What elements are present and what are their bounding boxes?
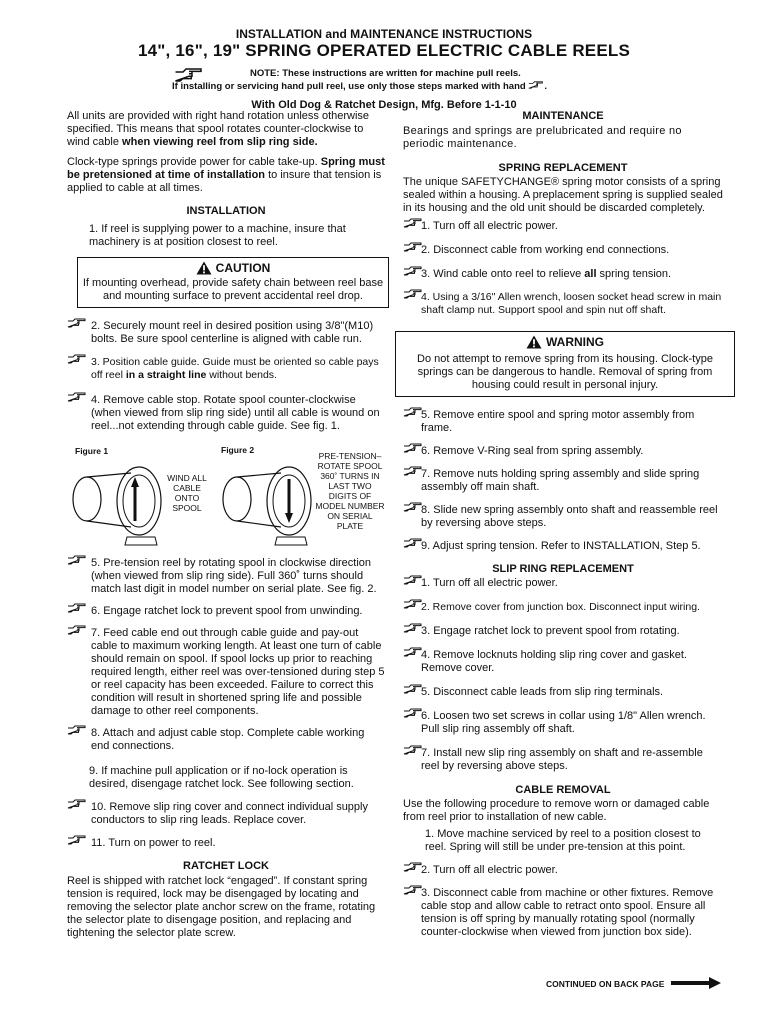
hand-pointer-icon <box>67 391 87 403</box>
caution-text: If mounting overhead, provide safety chain between reel base and mounting surface to prevent accidental reel drop. <box>82 277 384 302</box>
hand-pointer-icon <box>67 798 87 810</box>
cable-removal-heading: CABLE REMOVAL <box>515 784 611 796</box>
document-title: 14", 16", 19" SPRING OPERATED ELECTRIC CABLE REELS <box>137 41 631 60</box>
slip-step-2: 2. Remove cover from junction box. Disconnect input wiring. <box>403 601 723 614</box>
ratchet-lock-text: Reel is shipped with ratchet lock “engaged”. If constant spring tension is required, lock may be disengaged by locating and removing the selector plate anchor screw on the frame, rotating the selector plate to disengage position, and replacing and tightening the selector plate screw. <box>67 875 376 939</box>
document-subtitle: INSTALLATION and MAINTENANCE INSTRUCTIONS <box>235 27 533 41</box>
hand-pointer-icon <box>403 501 423 513</box>
slip-step-7: 7. Install new slip ring assembly on shaft and re-assemble reel by reversing above steps. <box>403 747 723 773</box>
right-column <box>403 110 723 939</box>
left-column <box>67 110 385 940</box>
hand-pointer-icon <box>67 624 87 636</box>
figure-2-reel-illustration <box>217 457 317 549</box>
hand-pointer-icon <box>403 442 423 454</box>
install-step-8: 8. Attach and adjust cable stop. Complete cable working end connections. <box>67 727 385 753</box>
spring-step-9: 9. Adjust spring tension. Refer to INSTALLATION, Step 5. <box>403 540 723 553</box>
caution-title: CAUTION <box>82 261 384 275</box>
cable-step-1: 1. Move machine serviced by reel to a position closest to reel. Spring will still be under pre-tension at this point. <box>425 828 701 853</box>
hand-pointer-icon <box>403 241 423 253</box>
warning-box <box>395 331 735 397</box>
warning-title: WARNING <box>400 335 730 349</box>
document-header <box>0 27 768 61</box>
hand-pointer-icon <box>403 217 423 229</box>
hand-pointer-icon <box>403 598 423 610</box>
install-step-3: 3. Position cable guide. Guide must be oriented so cable pays off reel in a straight line without bends. <box>67 356 385 382</box>
cable-removal-intro: Use the following procedure to remove worn or damaged cable from reel prior to installation of new cable. <box>403 798 710 823</box>
install-step-9: 9. If machine pull application or if no-lock operation is desired, disengage ratchet lock. See following section. <box>89 765 354 790</box>
hand-pointer-icon <box>403 707 423 719</box>
warning-triangle-icon <box>196 261 212 275</box>
figures <box>67 445 385 551</box>
install-step-5: 5. Pre-tension reel by rotating spool in clockwise direction (when viewed from slip ring side). Full 360˚ turns should match last digit in model number on serial plate. See fig. 2. <box>67 557 385 596</box>
spring-step-1: 1. Turn off all electric power. <box>403 220 723 233</box>
hand-pointer-icon <box>403 861 423 873</box>
spring-step-2: 2. Disconnect cable from working end connections. <box>403 244 723 257</box>
ratchet-lock-heading: RATCHET LOCK <box>183 860 269 872</box>
slip-step-6: 6. Loosen two set screws in collar using 1/8" Allen wrench. Pull slip ring assembly off shaft. <box>403 710 723 736</box>
note-line-1: NOTE: These instructions are written for machine pull reels. <box>250 68 521 79</box>
intro-paragraph-1: All units are provided with right hand rotation unless otherwise specified. This means that spool rotates counter-clockwise to wind cable when viewing reel from slip ring side. <box>67 110 370 148</box>
intro-paragraph-2: Clock-type springs provide power for cable take-up. Spring must be pretensioned at time of installation to insure that tension is applied to cable at all times. <box>67 156 385 194</box>
installation-heading: INSTALLATION <box>186 205 266 217</box>
figure-1-label: Figure 1 <box>75 446 109 456</box>
arrow-right-icon <box>671 977 721 989</box>
install-step-6: 6. Engage ratchet lock to prevent spool from unwinding. <box>67 605 385 618</box>
slip-step-1: 1. Turn off all electric power. <box>403 577 723 590</box>
install-step-7: 7. Feed cable end out through cable guide and pay-out cable to maximum working length. At least one turn of cable should remain on spool. If spool locks up prior to reaching required length, either reel was over-tensioned during step 5 or reel capacity has been exceeded. Failure to correct this condition will result in shortened spring life and possible damage to other reel components. <box>67 627 385 718</box>
caution-box <box>77 257 389 308</box>
hand-pointer-icon <box>67 834 87 846</box>
hand-pointer-icon <box>67 353 87 365</box>
figure-1-caption: WIND ALL CABLE ONTO SPOOL <box>167 473 207 513</box>
spring-step-3: 3. Wind cable onto reel to relieve all spring tension. <box>403 268 723 281</box>
hand-pointer-icon <box>403 884 423 896</box>
maintenance-heading: MAINTENANCE <box>522 110 604 122</box>
hand-pointer-icon <box>67 554 87 566</box>
slip-step-4: 4. Remove locknuts holding slip ring cover and gasket. Remove cover. <box>403 649 723 675</box>
hand-pointer-icon <box>403 537 423 549</box>
hand-pointer-icon <box>528 80 544 90</box>
hand-pointer-icon <box>403 465 423 477</box>
cable-step-3: 3. Disconnect cable from machine or other fixtures. Remove cable stop and allow cable to retract onto spool. Ensure all tension is off spring by manually rotating spool (normally counter-clockwise when viewed from junction box side). <box>403 887 723 939</box>
hand-pointer-icon <box>403 406 423 418</box>
figure-2-label: Figure 2 <box>221 445 255 455</box>
slip-ring-heading: SLIP RING REPLACEMENT <box>492 563 634 575</box>
continued-footer: CONTINUED ON BACK PAGE <box>546 977 721 989</box>
hand-pointer-icon <box>403 683 423 695</box>
design-note: With Old Dog & Ratchet Design, Mfg. Before 1-1-10 <box>251 99 517 111</box>
figure-1-reel-illustration <box>67 457 167 549</box>
spring-replacement-heading: SPRING REPLACEMENT <box>498 162 628 174</box>
hand-pointer-icon <box>67 317 87 329</box>
spring-step-8: 8. Slide new spring assembly onto shaft and reassemble reel by reversing above steps. <box>403 504 723 530</box>
note-line-2: If installing or servicing hand pull reel, use only those steps marked with hand . <box>172 81 547 92</box>
hand-pointer-icon <box>403 744 423 756</box>
install-step-2: 2. Securely mount reel in desired position using 3/8"(M10) bolts. Be sure spool centerline is aligned with cable run. <box>67 320 385 346</box>
spring-step-6: 6. Remove V-Ring seal from spring assembly. <box>403 445 723 458</box>
maintenance-text: Bearings and springs are prelubricated and require no periodic maintenance. <box>403 125 682 150</box>
slip-step-5: 5. Disconnect cable leads from slip ring terminals. <box>403 686 723 699</box>
figure-2-caption: PRE-TENSION– ROTATE SPOOL 360˚ TURNS IN LAST TWO DIGITS OF MODEL NUMBER ON SERIAL PLATE <box>315 451 385 531</box>
slip-step-3: 3. Engage ratchet lock to prevent spool from rotating. <box>403 625 723 638</box>
hand-pointer-icon <box>403 646 423 658</box>
warning-text: Do not attempt to remove spring from its housing. Clock-type springs can be dangerous to handle. Removal of spring from housing could result in personal injury. <box>417 353 713 391</box>
spring-intro: The unique SAFETYCHANGE® spring motor consists of a spring sealed within a housing. A preplacement spring is supplied sealed in its housing and the old unit should be discarded completely. <box>403 176 723 214</box>
install-step-11: 11. Turn on power to reel. <box>67 837 385 850</box>
spring-step-7: 7. Remove nuts holding spring assembly and slide spring assembly off main shaft. <box>403 468 723 494</box>
install-step-10: 10. Remove slip ring cover and connect individual supply conductors to slip ring leads. Replace cover. <box>67 801 385 827</box>
hand-pointer-icon <box>403 622 423 634</box>
spring-step-4: 4. Using a 3/16" Allen wrench, loosen socket head screw in main shaft clamp nut. Support spool and spin nut off shaft. <box>403 291 723 317</box>
install-step-4: 4. Remove cable stop. Rotate spool counter-clockwise (when viewed from slip ring side) until all cable is wound on reel...not extending through cable guide. See fig. 1. <box>67 394 385 433</box>
hand-pointer-icon <box>403 574 423 586</box>
hand-pointer-icon <box>67 602 87 614</box>
install-step-1: 1. If reel is supplying power to a machine, insure that machinery is at position closest to reel. <box>89 223 346 248</box>
hand-pointer-icon <box>403 265 423 277</box>
hand-pointer-icon <box>403 288 423 300</box>
note <box>172 68 632 93</box>
cable-step-2: 2. Turn off all electric power. <box>403 864 723 877</box>
spring-step-5: 5. Remove entire spool and spring motor assembly from frame. <box>403 409 723 435</box>
warning-triangle-icon <box>526 335 542 349</box>
hand-pointer-icon <box>67 724 87 736</box>
